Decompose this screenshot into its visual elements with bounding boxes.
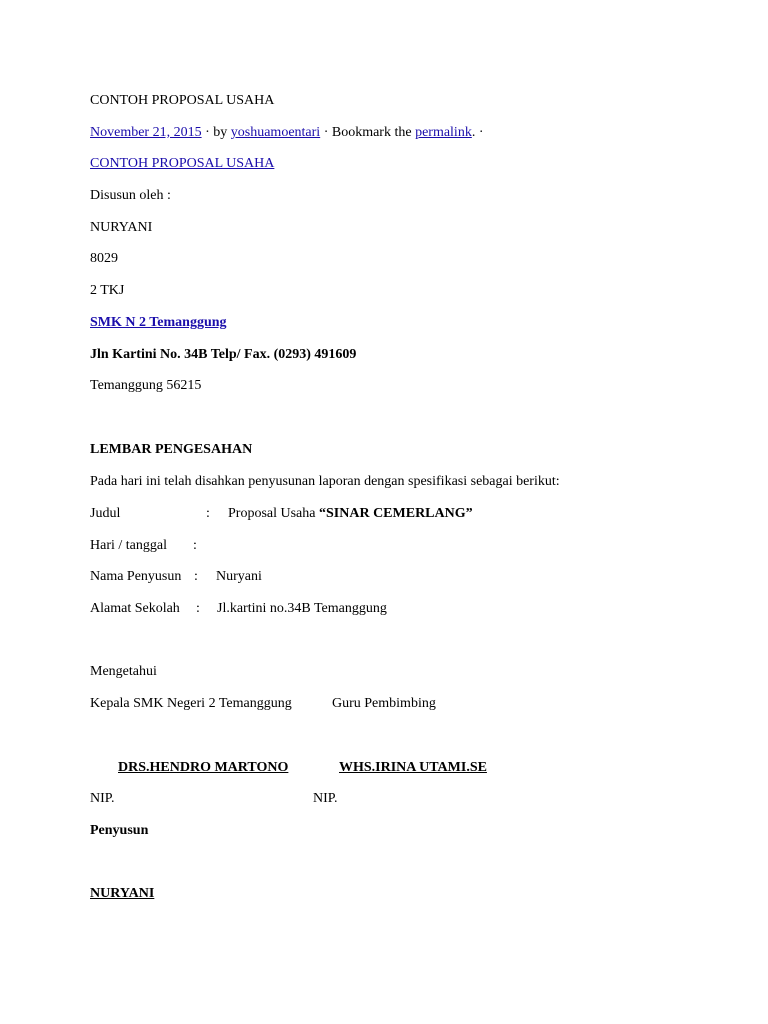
approval-intro: Pada hari ini telah disahkan penyusunan laporan dengan spesifikasi sebagai berikut: [90,474,560,489]
compiler-name: NURYANI [90,886,155,901]
compiler-label: Penyusun [90,823,149,838]
meta-separator-end: . · [471,125,484,140]
field-value-bold: “SINAR CEMERLANG” [319,506,473,521]
document-title: CONTOH PROPOSAL USAHA [90,93,275,108]
meta-separator-by: · by [201,125,231,140]
field-label: Judul [90,506,121,521]
author-link[interactable]: yoshuamoentari [230,125,321,140]
left-signer-role: Kepala SMK Negeri 2 Temanggung [90,696,292,711]
title-link[interactable]: CONTOH PROPOSAL USAHA [90,156,275,171]
field-value: Nuryani [216,569,262,584]
post-meta [90,125,484,141]
left-signer-name: DRS.HENDRO MARTONO [118,760,289,775]
school-link[interactable]: SMK N 2 Temanggung [90,315,227,330]
right-signer-role: Guru Pembimbing [332,696,436,711]
meta-separator-bookmark: · Bookmark the [320,125,416,140]
school-city: Temanggung 56215 [90,378,202,393]
field-label: Hari / tanggal [90,538,167,553]
field-label: Alamat Sekolah [90,601,180,616]
author-number: 8029 [90,251,118,266]
approval-heading: LEMBAR PENGESAHAN [90,442,253,457]
field-colon: : [194,569,198,584]
date-link[interactable]: November 21, 2015 [90,125,202,140]
author-class: 2 TKJ [90,283,125,298]
school-link-row [90,315,227,331]
field-colon: : [206,506,210,521]
author-name: NURYANI [90,220,153,235]
field-label: Nama Penyusun [90,569,182,584]
field-colon: : [196,601,200,616]
prepared-by-label: Disusun oleh : [90,188,171,203]
field-colon: : [193,538,197,553]
field-value-text: Proposal Usaha [228,506,319,521]
field-value: Jl.kartini no.34B Temanggung [217,601,387,616]
permalink-link[interactable]: permalink [415,125,472,140]
acknowledged-label: Mengetahui [90,664,157,679]
right-signer-name: WHS.IRINA UTAMI.SE [339,760,487,775]
title-link-row [90,156,274,172]
right-signer-nip: NIP. [313,791,338,806]
field-value [228,506,473,522]
school-address: Jln Kartini No. 34B Telp/ Fax. (0293) 491609 [90,347,357,362]
left-signer-nip: NIP. [90,791,115,806]
